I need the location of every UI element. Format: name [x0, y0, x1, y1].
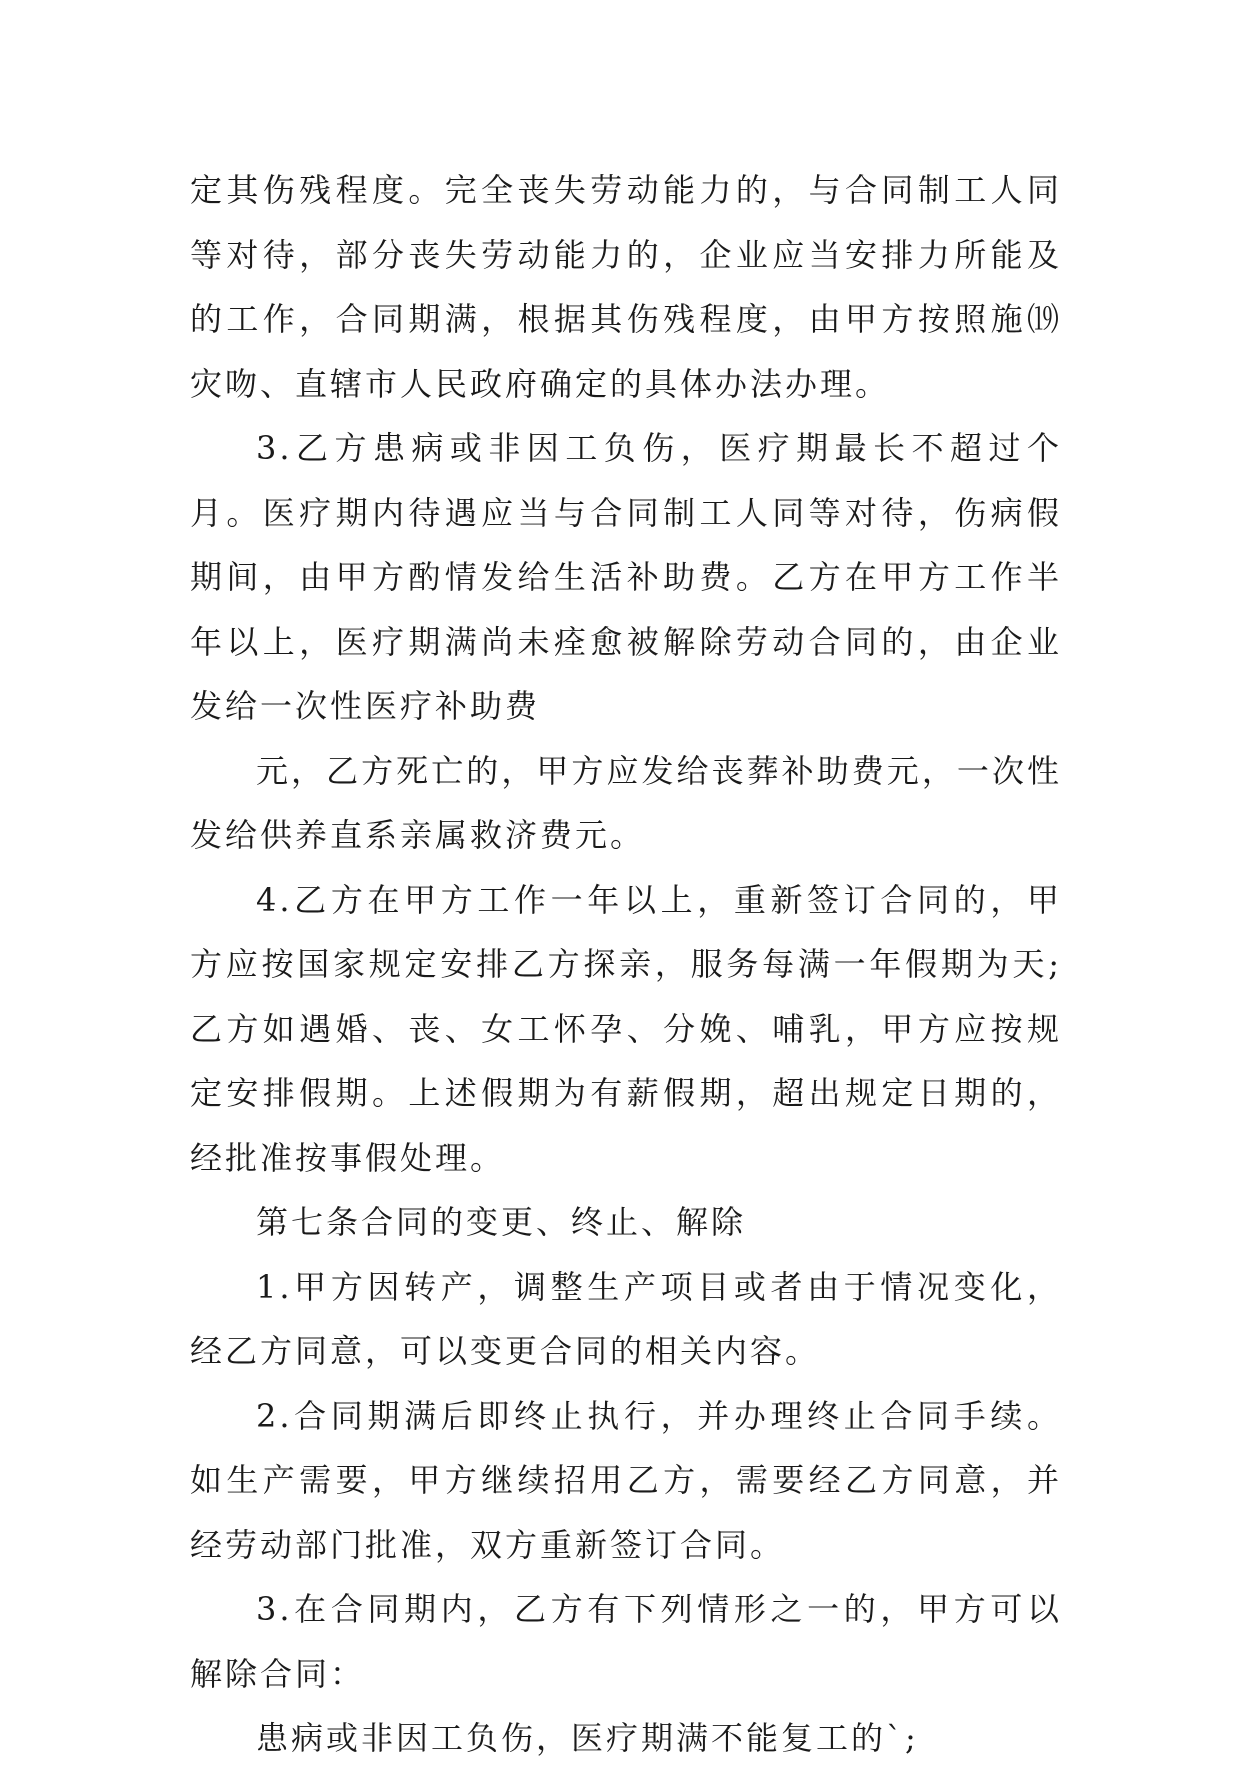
section-heading: 第七条合同的变更、终止、解除 [256, 1203, 747, 1241]
paragraph: 3.在合同期内，乙方有下列情形之一的，甲方可以解除合同： [190, 1590, 1062, 1693]
paragraph: 3.乙方患病或非因工负伤，医疗期最长不超过个月。医疗期内待遇应当与合同制工人同等对待，伤病假期间，由甲方酌情发给生活补助费。乙方在甲方工作半年以上，医疗期满尚未痊愈被解除劳动合同的，由企业发给一次性医疗补助费 [190, 429, 1062, 725]
paragraph: 元，乙方死亡的，甲方应发给丧葬补助费元，一次性发给供养直系亲属救济费元。 [190, 751, 1062, 854]
paragraph: 定其伤残程度。完全丧失劳动能力的，与合同制工人同等对待，部分丧失劳动能力的，企业应当安排力所能及的工作，合同期满，根据其伤残程度，由甲方按照施⒆灾吻、直辖市人民政府确定的具体办法办理。 [190, 171, 1062, 403]
paragraph: 1.甲方因转产，调整生产项目或者由于情况变化，经乙方同意，可以变更合同的相关内容。 [190, 1267, 1062, 1370]
document-body [190, 158, 1062, 1771]
paragraph: 4.乙方在甲方工作一年以上，重新签订合同的，甲方应按国家规定安排乙方探亲，服务每满一年假期为天;乙方如遇婚、丧、女工怀孕、分娩、哺乳，甲方应按规定安排假期。上述假期为有薪假期，超出规定日期的，经批准按事假处理。 [190, 880, 1062, 1177]
paragraph: 2.合同期满后即终止执行，并办理终止合同手续。如生产需要，甲方继续招用乙方，需要经乙方同意，并经劳动部门批准，双方重新签订合同。 [190, 1396, 1062, 1564]
paragraph: 患病或非因工负伤，医疗期满不能复工的`; [256, 1719, 919, 1757]
